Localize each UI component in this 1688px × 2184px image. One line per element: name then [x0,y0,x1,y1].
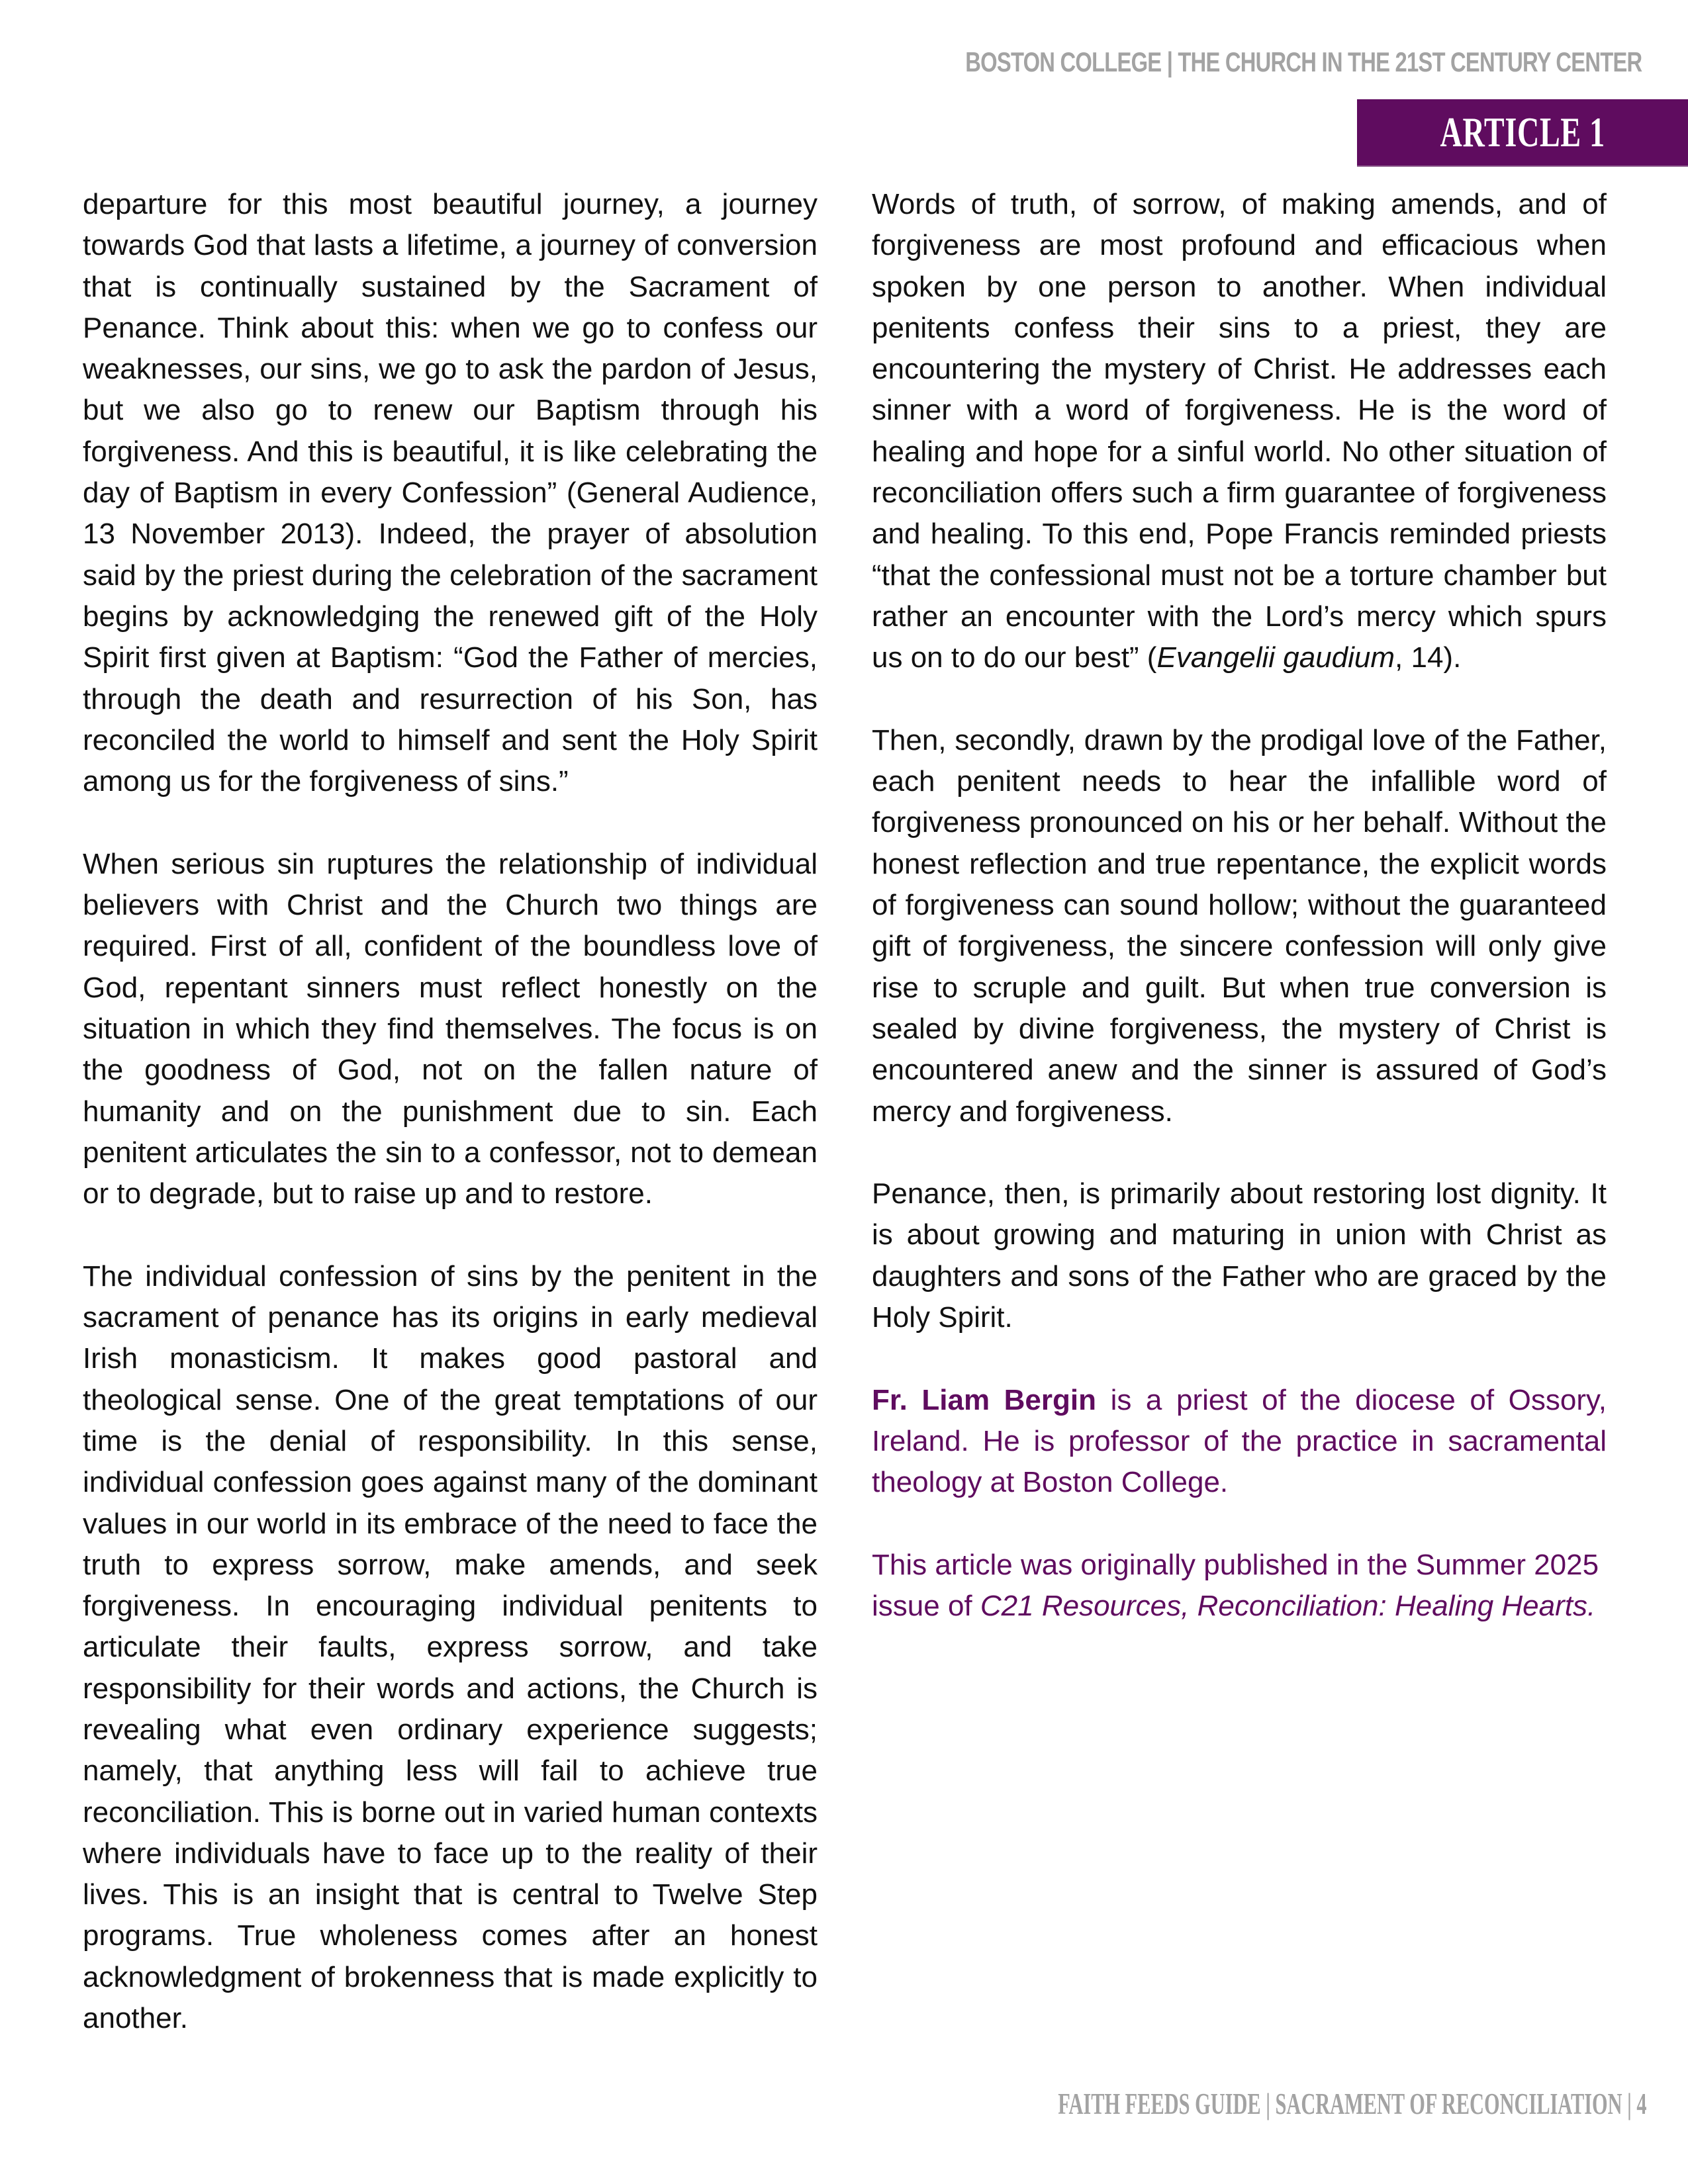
citation-title: Evangelii gaudium [1156,641,1395,674]
citation-tail: , 14). [1395,641,1462,674]
page-footer: FAITH FEEDS GUIDE | SACRAMENT OF RECONCILIATION | 4 [1058,2087,1647,2120]
author-bio-text: is a priest of the diocese of Ossory, Ireland. He is professor of the practice in sacramental theology at Boston College. [872,1383,1607,1499]
author-name: Fr. Liam Bergin [872,1383,1096,1416]
body-paragraph: When serious sin ruptures the relationship of individual believers with Christ and the Church two things are required. First of all, confident of the boundless love of God, repentant sinners must reflect honestly on the situation in which they find themselves. The focus is on the goodness of God, not on the fallen nature of humanity and on the punishment due to sin. Each penitent articulates the sin to a confessor, not to demean or to degrade, but to raise up and to restore. [83,847,818,1210]
right-column [872,184,1607,1668]
left-column [83,184,818,2081]
publication-note [872,1545,1607,1627]
body-paragraph [872,184,1607,679]
body-paragraph: Then, secondly, drawn by the prodigal love of the Father, each penitent needs to hear the infallible word of forgiveness pronounced on his or her behalf. Without the honest reflection and true repentance, the explicit words of forgiveness can sound hollow; without the guaranteed gift of forgiveness, the sincere confession will only give rise to scruple and guilt. But when true conversion is sealed by divine forgiveness, the mystery of Christ is encountered anew and the sinner is assured of God’s mercy and forgiveness. [872,723,1607,1128]
publication-note-text: This article was originally published in the Summer 2025 issue of [872,1548,1599,1623]
article-tag-label: ARTICLE 1 [1440,109,1605,156]
author-bio [872,1380,1607,1504]
body-paragraph: Penance, then, is primarily about restoring lost dignity. It is about growing and maturing in union with Christ as daughters and sons of the Father who are graced by the Holy Spirit. [872,1177,1607,1334]
publication-title: C21 Resources, Reconciliation: Healing Hearts. [980,1590,1596,1623]
article-tag [1357,99,1688,167]
body-paragraph: departure for this most beautiful journey, a journey towards God that lasts a lifetime, a journey of conversion that is continually sustained by the Sacrament of Penance. Think about this: when we go to confess our weaknesses, our sins, we go to ask the pardon of Jesus, but we also go to renew our Baptism through his forgiveness. And this is beautiful, it is like celebrating the day of Baptism in every Confession” (General Audience, 13 November 2013). Indeed, the prayer of absolution said by the priest during the celebration of the sacrament begins by acknowledging the renewed gift of the Holy Spirit first given at Baptism: “God the Father of mercies, through the death and resurrection of his Son, has reconciled the world to himself and sent the Holy Spirit among us for the forgiveness of sins.” [83,188,818,798]
body-paragraph: The individual confession of sins by the penitent in the sacrament of penance has its origins in early medieval Irish monasticism. It makes good pastoral and theological sense. One of the great temptations of our time is the denial of responsibility. In this sense, individual confession goes against many of the dominant values in our world in its embrace of the need to face the truth to express sorrow, make amends, and seek forgiveness. In encouraging individual penitents to articulate their faults, express sorrow, and take responsibility for their words and actions, the Church is revealing what even ordinary experience suggests; namely, that anything less will fail to achieve true reconciliation. This is borne out in varied human contexts where individuals have to face up to the reality of their lives. This is an insight that is central to Twelve Step programs. True wholeness comes after an honest acknowledgment of brokenness that is made explicitly to another. [83,1259,818,2035]
paragraph-text: Words of truth, of sorrow, of making amends, and of forgiveness are most profound and efficacious when spoken by one person to another. When individual penitents confess their sins to a priest, they are encountering the mystery of Christ. He addresses each sinner with a word of forgiveness. He is the word of healing and hope for a sinful world. No other situation of reconciliation offers such a firm guarantee of forgiveness and healing. To this end, Pope Francis reminded priests “that the confessional must not be a torture chamber but rather an encounter with the Lord’s mercy which spurs us on to do our best” ( [872,188,1607,674]
running-header: BOSTON COLLEGE | THE CHURCH IN THE 21ST CENTURY CENTER [964,46,1642,77]
